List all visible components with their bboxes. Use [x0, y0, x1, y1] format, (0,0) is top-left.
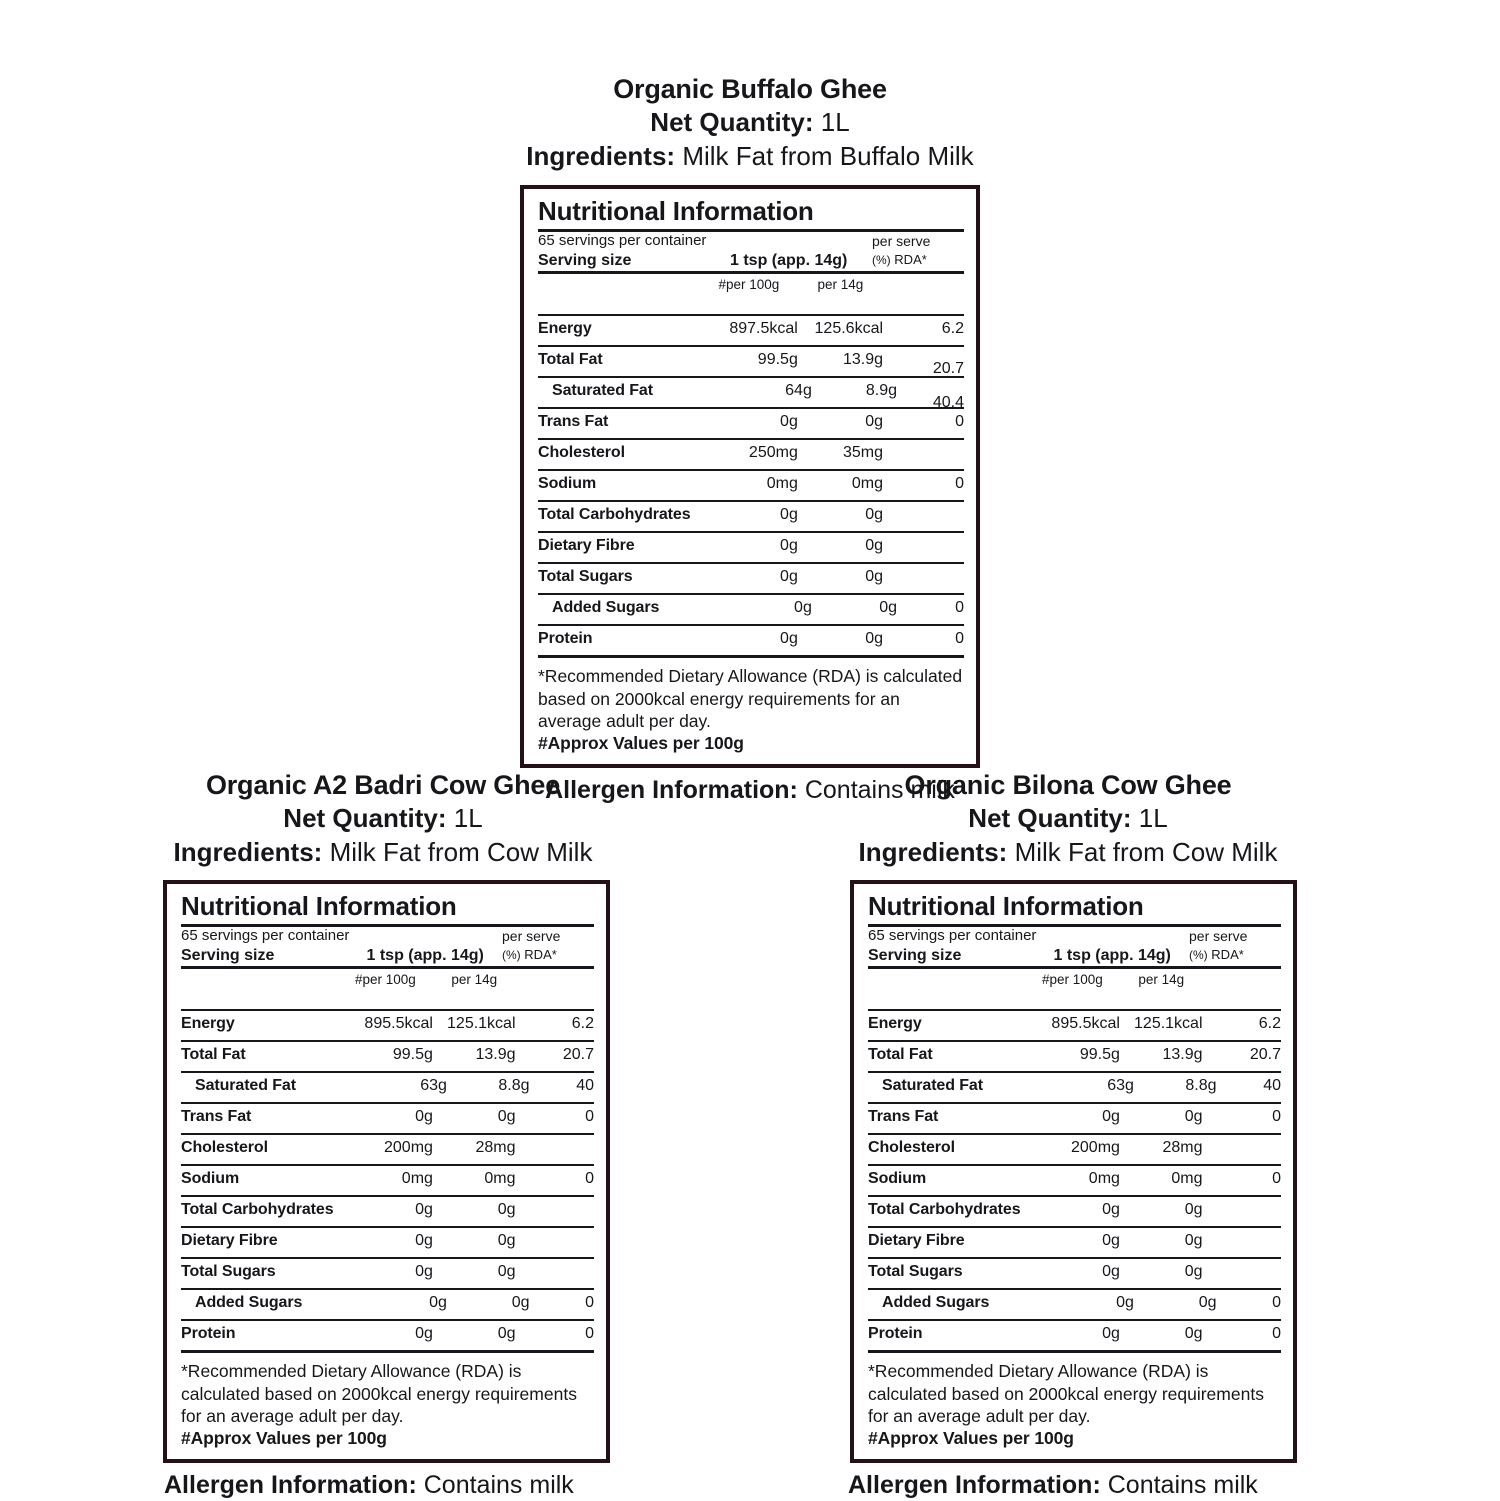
nutrient-row — [181, 1011, 594, 1042]
unit-spacer — [868, 972, 1025, 987]
nutrient-rda: 0 — [585, 1294, 594, 1312]
nutrient-name: Cholesterol — [868, 1139, 955, 1157]
nutrient-per-100g: 0g — [1102, 1201, 1120, 1219]
label-heading-block — [460, 74, 1040, 173]
nutrition-facts-title: Nutritional Information — [868, 892, 1281, 927]
nutrient-name: Trans Fat — [538, 413, 609, 431]
net-quantity-label: Net Quantity: — [650, 106, 814, 137]
rda-label: RDA* — [524, 947, 557, 963]
nutrient-name: Sodium — [538, 475, 597, 493]
nutrient-per-serving: 0g — [865, 413, 884, 431]
nutrient-per-serving: 0g — [865, 506, 884, 524]
nutrient-row — [868, 1104, 1281, 1135]
nutrient-name: Protein — [181, 1325, 236, 1343]
nutrient-row — [538, 502, 964, 533]
nutrient-row — [868, 1321, 1281, 1353]
nutrient-per-100g: 0mg — [766, 475, 798, 493]
nutrient-per-serving: 0g — [1184, 1325, 1203, 1343]
per-serve-rda-header — [1189, 927, 1281, 963]
unit-per-100g: #per 100g — [1042, 972, 1103, 988]
label-heading-block — [800, 770, 1320, 869]
servings-per-container: 65 servings per container — [868, 927, 1037, 945]
nutrient-row — [538, 378, 964, 412]
nutrient-name: Protein — [538, 630, 593, 648]
percent-symbol: (%) — [502, 948, 521, 963]
nutrient-rda: 0 — [1272, 1170, 1281, 1188]
nutrient-per-serving: 0g — [497, 1108, 516, 1126]
ingredients-value: Milk Fat from Cow Milk — [1014, 836, 1278, 867]
approx-values-note: #Approx Values per 100g — [868, 1427, 1074, 1448]
nutrient-row — [181, 1104, 594, 1135]
rda-footnote: *Recommended Dietary Allowance (RDA) is calculated based on 2000kcal energy requirements for an average adult per day. — [181, 1361, 577, 1426]
nutrient-per-100g: 0mg — [1088, 1170, 1120, 1188]
nutrient-rda: 20.7 — [1249, 1046, 1281, 1064]
allergen-value: Contains milk — [1107, 1470, 1258, 1499]
nutrient-per-serving: 0g — [511, 1294, 530, 1312]
nutrient-per-100g: 99.5g — [1079, 1046, 1120, 1064]
nutrient-per-100g: 895.5kcal — [364, 1015, 433, 1033]
ingredients-value: Milk Fat from Buffalo Milk — [682, 140, 974, 171]
allergen-information-line — [130, 1463, 650, 1501]
allergen-value: Contains milk — [423, 1470, 574, 1499]
nutrient-name: Saturated Fat — [195, 1077, 296, 1095]
ingredients-value: Milk Fat from Cow Milk — [329, 836, 593, 867]
nutrient-per-serving: 0g — [497, 1232, 516, 1250]
serving-size-label: Serving size — [868, 947, 962, 965]
ingredients-label: Ingredients: — [858, 836, 1008, 867]
rda-footnote: *Recommended Dietary Allowance (RDA) is calculated based on 2000kcal energy requirements for an average adult per day. — [538, 666, 963, 731]
label-heading-block — [130, 770, 650, 869]
per-serve-header-text: per serve — [872, 233, 931, 250]
nutrient-per-serving: 0mg — [851, 475, 884, 493]
nutrient-row — [538, 316, 964, 347]
product-title: Organic Buffalo Ghee — [613, 74, 887, 104]
nutrient-per-serving: 0g — [497, 1263, 516, 1281]
allergen-label: Allergen Information: — [848, 1470, 1101, 1499]
nutrient-row — [181, 1228, 594, 1259]
ingredients-label: Ingredients: — [173, 836, 323, 867]
unit-per-100g: #per 100g — [718, 277, 780, 293]
nutrient-name: Protein — [868, 1325, 923, 1343]
nutrient-name: Added Sugars — [882, 1294, 990, 1312]
nutrient-name: Trans Fat — [181, 1108, 252, 1126]
nutrient-per-serving: 0g — [865, 537, 884, 555]
unit-header-row — [868, 969, 1281, 1011]
net-quantity-value: 1L — [820, 106, 850, 137]
nutrient-row — [868, 1011, 1281, 1042]
nutrient-row — [538, 595, 964, 626]
nutrient-rda: 0 — [1272, 1108, 1281, 1126]
ingredients-line — [130, 836, 636, 870]
nutrient-per-100g: 200mg — [384, 1139, 433, 1157]
nutrition-facts-box — [520, 185, 980, 767]
nutrient-per-100g: 0g — [429, 1294, 447, 1312]
nutrient-per-serving: 8.8g — [1185, 1077, 1217, 1095]
nutrient-per-serving: 0g — [865, 630, 884, 648]
nutrient-per-100g: 0g — [415, 1325, 433, 1343]
nutrient-name: Energy — [868, 1015, 922, 1033]
rda-footnote: *Recommended Dietary Allowance (RDA) is calculated based on 2000kcal energy requirements for an average adult per day. — [868, 1361, 1264, 1426]
nutrient-per-serving: 0g — [1198, 1294, 1217, 1312]
per-serve-header-text: per serve — [1189, 928, 1248, 945]
net-quantity-value: 1L — [453, 802, 483, 833]
ingredients-line — [816, 836, 1320, 870]
nutrient-rda: 6.2 — [571, 1015, 594, 1033]
nutrient-per-100g: 200mg — [1071, 1139, 1120, 1157]
approx-values-note: #Approx Values per 100g — [538, 732, 744, 753]
rda-header-text — [502, 946, 594, 964]
rda-label: RDA* — [1211, 947, 1244, 963]
nutrient-row — [868, 1042, 1281, 1073]
nutrient-name: Total Carbohydrates — [538, 506, 691, 524]
product-label-panel-a2-badri-cow-ghee — [130, 770, 650, 1501]
nutrient-name: Sodium — [181, 1170, 240, 1188]
nutrient-per-serving: 0mg — [484, 1170, 516, 1188]
nutrient-name: Total Sugars — [181, 1263, 276, 1281]
nutrient-per-100g: 0g — [1116, 1294, 1134, 1312]
net-quantity-label: Net Quantity: — [968, 802, 1132, 833]
serving-size-value: 1 tsp (app. 14g) — [730, 252, 848, 270]
nutrient-per-100g: 897.5kcal — [729, 320, 798, 338]
nutrition-facts-title: Nutritional Information — [181, 892, 594, 927]
nutrient-row — [538, 564, 964, 595]
nutrient-name: Total Sugars — [538, 568, 633, 586]
nutrient-per-100g: 250mg — [748, 444, 798, 462]
serving-size-label: Serving size — [181, 947, 275, 965]
nutrient-rda: 20.7 — [562, 1046, 594, 1064]
nutrient-rda: 0 — [955, 599, 964, 617]
nutrition-facts-box — [163, 880, 610, 1462]
nutrient-per-serving: 0g — [1184, 1201, 1203, 1219]
unit-header-row — [538, 274, 964, 316]
nutrient-name: Added Sugars — [552, 599, 660, 617]
nutrient-per-100g: 0g — [780, 413, 798, 431]
nutrient-per-100g: 0g — [780, 537, 798, 555]
nutrient-per-100g: 0g — [794, 599, 812, 617]
nutrient-rda: 0 — [955, 630, 964, 648]
nutrient-per-serving: 125.1kcal — [1134, 1015, 1203, 1033]
nutrient-row — [538, 409, 964, 440]
net-quantity-line — [816, 802, 1320, 836]
nutrient-per-100g: 0mg — [401, 1170, 433, 1188]
nutrient-per-100g: 0g — [1102, 1108, 1120, 1126]
per-serve-header-text: per serve — [502, 928, 561, 945]
nutrient-row — [181, 1073, 594, 1104]
allergen-value: Contains milk — [804, 775, 955, 804]
nutrient-row — [181, 1042, 594, 1073]
nutrient-per-100g: 0g — [780, 506, 798, 524]
nutrient-per-serving: 8.8g — [498, 1077, 530, 1095]
net-quantity-value: 1L — [1138, 802, 1168, 833]
nutrient-per-serving: 28mg — [475, 1139, 516, 1157]
nutrient-rda: 6.2 — [1258, 1015, 1281, 1033]
allergen-label: Allergen Information: — [545, 775, 798, 804]
nutrient-rda: 0 — [585, 1108, 594, 1126]
nutrient-per-serving: 8.9g — [865, 382, 898, 400]
nutrient-row — [538, 533, 964, 564]
nutrient-row — [868, 1166, 1281, 1197]
nutrient-row — [868, 1135, 1281, 1166]
rda-header-text — [872, 251, 964, 269]
nutrient-name: Added Sugars — [195, 1294, 303, 1312]
nutrient-per-serving: 0g — [1184, 1263, 1203, 1281]
unit-per-100g: #per 100g — [355, 972, 416, 988]
nutrient-per-serving: 0mg — [1171, 1170, 1203, 1188]
nutrient-name: Total Sugars — [868, 1263, 963, 1281]
per-serve-rda-header — [872, 232, 964, 268]
nutrient-rda: 0 — [585, 1170, 594, 1188]
nutrient-row — [181, 1290, 594, 1321]
nutrient-row — [868, 1073, 1281, 1104]
rda-header-text — [1189, 946, 1281, 964]
per-serve-rda-header — [502, 927, 594, 963]
nutrient-per-100g: 0g — [780, 630, 798, 648]
nutrient-per-100g: 895.5kcal — [1051, 1015, 1120, 1033]
nutrient-per-100g: 0g — [415, 1108, 433, 1126]
nutrient-per-100g: 0g — [415, 1232, 433, 1250]
nutrient-rda: 40 — [576, 1077, 594, 1095]
servings-per-container: 65 servings per container — [181, 927, 350, 945]
nutrient-row — [181, 1166, 594, 1197]
nutrient-row — [868, 1228, 1281, 1259]
nutrient-per-100g: 63g — [420, 1077, 447, 1095]
unit-spacer — [181, 972, 338, 987]
nutrient-row — [538, 347, 964, 378]
nutrient-name: Total Fat — [868, 1046, 933, 1064]
nutrient-per-serving: 0g — [497, 1325, 516, 1343]
nutrient-row — [181, 1321, 594, 1353]
nutrient-row — [538, 471, 964, 502]
nutrient-name: Sodium — [868, 1170, 927, 1188]
nutrient-per-serving: 13.9g — [842, 351, 884, 369]
nutrient-per-serving: 13.9g — [1162, 1046, 1203, 1064]
nutrient-row — [538, 626, 964, 658]
product-label-panel-bilona-cow-ghee — [800, 770, 1320, 1501]
serving-size-value: 1 tsp (app. 14g) — [366, 947, 484, 965]
product-title: Organic A2 Badri Cow Ghee — [205, 770, 561, 800]
nutrient-row — [181, 1197, 594, 1228]
nutrition-facts-box — [850, 880, 1297, 1462]
ingredients-line — [460, 140, 1040, 174]
servings-per-container: 65 servings per container — [538, 232, 707, 250]
nutrient-per-100g: 0g — [415, 1201, 433, 1219]
nutrient-name: Dietary Fibre — [538, 537, 635, 555]
nutrient-row — [538, 440, 964, 471]
nutrient-rda: 6.2 — [941, 320, 964, 338]
approx-values-note: #Approx Values per 100g — [181, 1427, 387, 1448]
nutrient-name: Total Carbohydrates — [868, 1201, 1021, 1219]
nutrient-rda: 0 — [955, 413, 964, 431]
unit-per-serving: per 14g — [451, 972, 498, 988]
unit-rda-spacer — [1203, 972, 1281, 987]
ingredients-label: Ingredients: — [526, 140, 676, 171]
serving-size-value: 1 tsp (app. 14g) — [1053, 947, 1171, 965]
serving-header — [868, 927, 1281, 969]
nutrient-name: Total Fat — [181, 1046, 246, 1064]
allergen-label: Allergen Information: — [164, 1470, 417, 1499]
nutrient-per-100g: 0g — [1102, 1325, 1120, 1343]
nutrient-per-100g: 0g — [1102, 1263, 1120, 1281]
nutrient-per-serving: 0g — [1184, 1108, 1203, 1126]
nutrient-row — [868, 1259, 1281, 1290]
nutrient-per-100g: 0g — [780, 568, 798, 586]
nutrient-rda: 0 — [955, 475, 964, 493]
nutrition-facts-title: Nutritional Information — [538, 197, 964, 232]
nutrient-per-100g: 0g — [1102, 1232, 1120, 1250]
percent-symbol: (%) — [872, 253, 891, 268]
nutrient-row — [868, 1197, 1281, 1228]
nutrient-name: Dietary Fibre — [181, 1232, 278, 1250]
nutrient-rda: 0 — [1272, 1325, 1281, 1343]
rda-label: RDA* — [894, 252, 927, 268]
nutrient-per-100g: 64g — [785, 382, 812, 400]
nutrient-per-serving: 0g — [497, 1201, 516, 1219]
nutrient-per-100g: 99.5g — [392, 1046, 433, 1064]
unit-rda-spacer — [516, 972, 594, 987]
serving-header — [538, 232, 964, 274]
nutrient-per-serving: 13.9g — [475, 1046, 516, 1064]
nutrient-name: Cholesterol — [181, 1139, 268, 1157]
unit-per-serving: per 14g — [1138, 972, 1185, 988]
nutrient-per-100g: 63g — [1107, 1077, 1134, 1095]
percent-symbol: (%) — [1189, 948, 1208, 963]
product-label-panel-buffalo-ghee — [460, 74, 1040, 806]
nutrient-row — [868, 1290, 1281, 1321]
nutrient-name: Saturated Fat — [882, 1077, 983, 1095]
nutrient-name: Saturated Fat — [552, 382, 653, 400]
product-title: Organic Bilona Cow Ghee — [904, 770, 1232, 800]
nutrient-rda: 0 — [1272, 1294, 1281, 1312]
nutrient-per-serving: 125.1kcal — [447, 1015, 516, 1033]
serving-size-label: Serving size — [538, 252, 632, 270]
serving-header — [181, 927, 594, 969]
nutrient-per-serving: 125.6kcal — [814, 320, 884, 338]
nutrient-row — [181, 1259, 594, 1290]
unit-header-row — [181, 969, 594, 1011]
nutrient-name: Energy — [181, 1015, 235, 1033]
nutrient-rda: 20.7 — [932, 360, 964, 378]
unit-rda-spacer — [883, 277, 964, 292]
net-quantity-line — [460, 106, 1040, 140]
nutrient-name: Dietary Fibre — [868, 1232, 965, 1250]
nutrient-per-serving: 0g — [1184, 1232, 1203, 1250]
nutrient-name: Cholesterol — [538, 444, 625, 462]
nutrient-rda: 0 — [585, 1325, 594, 1343]
nutrient-per-100g: 0g — [415, 1263, 433, 1281]
nutrient-name: Energy — [538, 320, 592, 338]
nutrient-name: Total Carbohydrates — [181, 1201, 334, 1219]
unit-spacer — [538, 277, 700, 292]
nutrient-per-serving: 0g — [879, 599, 898, 617]
nutrient-name: Trans Fat — [868, 1108, 939, 1126]
nutrient-rda: 40 — [1263, 1077, 1281, 1095]
nutrient-name: Total Fat — [538, 351, 603, 369]
nutrient-per-serving: 0g — [865, 568, 884, 586]
nutrient-per-100g: 99.5g — [757, 351, 798, 369]
net-quantity-line — [130, 802, 636, 836]
nutrient-rda: 40.4 — [932, 394, 964, 412]
unit-per-serving: per 14g — [817, 277, 864, 293]
net-quantity-label: Net Quantity: — [283, 802, 447, 833]
allergen-information-line — [800, 1463, 1320, 1501]
nutrient-row — [181, 1135, 594, 1166]
nutrient-per-serving: 28mg — [1162, 1139, 1203, 1157]
nutrient-per-serving: 35mg — [843, 444, 884, 462]
